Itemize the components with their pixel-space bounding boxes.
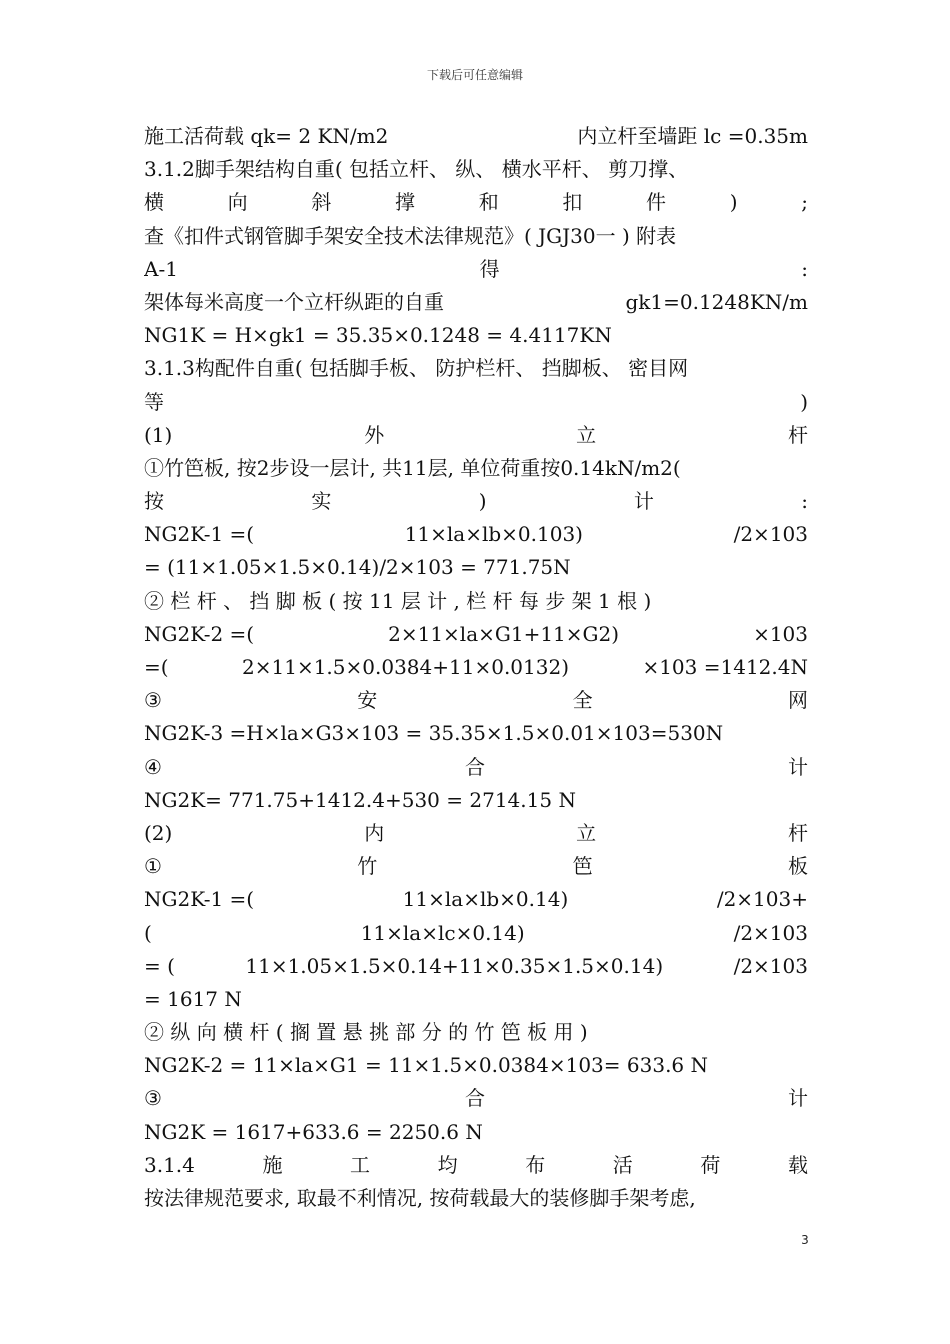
body-text <box>144 120 808 1215</box>
text-segment: 合 <box>464 1086 485 1111</box>
text-line <box>144 319 808 352</box>
text-line <box>144 485 808 518</box>
text-segment: ) <box>478 489 487 514</box>
text-segment: /2×103 <box>733 953 808 978</box>
text-segment: gk1=0.1248KN/m <box>625 289 808 314</box>
text-segment: ③ <box>144 1086 162 1111</box>
text-line <box>144 784 808 817</box>
text-segment: 计 <box>788 754 808 779</box>
text-segment: NG2K-2 = 11×la×G1 = 11×1.5×0.0384×103= 633.6 N <box>144 1053 709 1078</box>
text-segment: =( <box>144 655 169 679</box>
text-line <box>144 618 808 651</box>
text-segment: ①竹笆板, 按2步设一层计, 共11层, 单位荷重按0.14kN/m2( <box>144 455 681 480</box>
text-segment: A-1 <box>144 256 178 281</box>
text-segment: /2×103 <box>733 522 808 547</box>
text-segment: NG1K = H×gk1 = 35.35×0.1248 = 4.4117KN <box>144 323 612 348</box>
text-line <box>144 717 808 750</box>
text-segment: 3.1.3构配件自重( 包括脚手板、 防护栏杆、 挡脚板、 密目网 <box>144 356 689 381</box>
text-segment: 11×la×lc×0.14) <box>360 920 525 945</box>
text-segment: ② 栏 杆 、 挡 脚 板 ( 按 11 层 计 , 栏 杆 每 步 架 1 根 ) <box>144 588 652 613</box>
text-segment: 11×la×lb×0.103) <box>404 522 583 547</box>
text-segment: NG2K= 771.75+1412.4+530 = 2714.15 N <box>144 787 576 812</box>
text-segment: /2×103+ <box>716 887 808 912</box>
text-segment: 得 <box>479 256 500 281</box>
text-segment: /2×103 <box>733 920 808 945</box>
text-line <box>144 1149 808 1182</box>
text-segment: 施工活荷载 qk= 2 KN/m2 <box>144 124 389 148</box>
text-line <box>144 551 808 584</box>
text-segment: NG2K-1 =( <box>144 887 255 912</box>
text-segment: 布 <box>525 1152 546 1177</box>
text-line <box>144 153 808 186</box>
text-segment: 板 <box>787 854 808 879</box>
text-segment: 架体每米高度一个立杆纵距的自重 <box>144 289 444 314</box>
text-segment: 施 <box>262 1152 283 1177</box>
text-line <box>144 186 808 219</box>
text-line <box>144 751 808 784</box>
text-segment: = ( <box>144 953 175 978</box>
text-segment: 等 <box>144 389 164 414</box>
text-segment: ② 纵 向 横 杆 ( 搁 置 悬 挑 部 分 的 竹 笆 板 用 ) <box>144 1020 588 1045</box>
text-segment: NG2K-2 =( <box>144 621 255 646</box>
text-segment: NG2K-1 =( <box>144 522 255 547</box>
text-segment: 11×la×lb×0.14) <box>402 887 569 912</box>
text-segment: 外 <box>364 422 385 447</box>
text-line <box>144 352 808 385</box>
text-line <box>144 983 808 1016</box>
text-line <box>144 286 808 319</box>
text-segment: 杆 <box>787 820 808 845</box>
text-line <box>144 1082 808 1115</box>
text-line <box>144 585 808 618</box>
text-line <box>144 850 808 883</box>
text-segment: 件 <box>646 190 667 215</box>
text-segment: = 1617 N <box>144 986 242 1011</box>
text-line <box>144 1049 808 1082</box>
text-segment: 杆 <box>787 422 808 447</box>
text-segment: 内 <box>364 820 385 845</box>
text-segment: ( <box>144 920 152 945</box>
text-line <box>144 883 808 916</box>
text-segment: 按 <box>144 489 164 514</box>
text-segment: 计 <box>788 1086 808 1111</box>
text-segment: 向 <box>227 190 248 215</box>
text-segment: 2×11×la×G1+11×G2) <box>388 621 620 646</box>
text-segment: (2) <box>144 820 173 845</box>
text-segment: 撑 <box>395 190 416 215</box>
text-segment: 计 <box>633 489 654 514</box>
text-segment: 工 <box>350 1152 371 1177</box>
text-segment: ; <box>801 190 808 215</box>
text-segment: 荷 <box>700 1152 721 1177</box>
text-segment: ) <box>800 389 808 414</box>
text-segment: (1) <box>144 422 173 447</box>
text-segment: 内立杆至墙距 lc =0.35m <box>577 124 808 148</box>
text-segment: 竹 <box>357 854 378 879</box>
text-segment: 3.1.4 <box>144 1152 195 1177</box>
text-line <box>144 817 808 850</box>
text-segment: ×103 <box>753 621 808 646</box>
text-segment: 活 <box>612 1152 633 1177</box>
text-segment: 笆 <box>572 854 593 879</box>
text-line <box>144 651 808 684</box>
text-segment: : <box>801 256 808 281</box>
text-segment: 横 <box>144 190 164 215</box>
text-segment: NG2K = 1617+633.6 = 2250.6 N <box>144 1119 483 1144</box>
text-segment: 按法律规范要求, 取最不利情况, 按荷载最大的装修脚手架考虑, <box>144 1186 696 1210</box>
text-line <box>144 419 808 452</box>
text-line <box>144 386 808 419</box>
text-segment: 查《扣件式钢管脚手架安全技术法律规范》( JGJ30一 ) 附表 <box>144 223 677 248</box>
text-line <box>144 120 808 153</box>
text-segment: 安 <box>357 688 378 713</box>
text-segment: NG2K-3 =H×la×G3×103 = 35.35×1.5×0.01×103=530N <box>144 721 724 746</box>
text-segment: 均 <box>437 1152 458 1177</box>
text-segment: 全 <box>572 688 593 713</box>
text-segment: 立 <box>576 422 597 447</box>
text-segment: 扣 <box>562 190 583 215</box>
text-line <box>144 950 808 983</box>
text-segment: ④ <box>144 754 162 779</box>
text-segment: 斜 <box>311 190 332 215</box>
text-segment: 合 <box>464 754 485 779</box>
text-segment: : <box>801 489 808 514</box>
text-line <box>144 253 808 286</box>
text-line <box>144 452 808 485</box>
text-segment: 立 <box>576 820 597 845</box>
text-segment: 网 <box>787 688 808 713</box>
text-segment: ③ <box>144 688 162 713</box>
text-segment: 载 <box>787 1152 808 1177</box>
text-segment: 11×1.05×1.5×0.14+11×0.35×1.5×0.14) <box>245 953 664 978</box>
page-header: 下载后可任意编辑 <box>426 68 523 82</box>
text-segment: 和 <box>478 190 499 215</box>
text-segment: ① <box>144 854 162 879</box>
text-line <box>144 1182 808 1215</box>
text-segment: = (11×1.05×1.5×0.14)/2×103 = 771.75N <box>144 555 571 580</box>
text-segment: ) <box>729 190 738 215</box>
page-number: 3 <box>801 1233 809 1247</box>
text-line <box>144 917 808 950</box>
text-segment: ×103 =1412.4N <box>642 655 808 679</box>
text-line <box>144 684 808 717</box>
text-line <box>144 1116 808 1149</box>
text-line <box>144 220 808 253</box>
text-line <box>144 518 808 551</box>
text-segment: 2×11×1.5×0.0384+11×0.0132) <box>242 655 569 679</box>
text-segment: 实 <box>311 489 332 514</box>
text-segment: 3.1.2脚手架结构自重( 包括立杆、 纵、 横水平杆、 剪刀撑、 <box>144 157 689 182</box>
text-line <box>144 1016 808 1049</box>
